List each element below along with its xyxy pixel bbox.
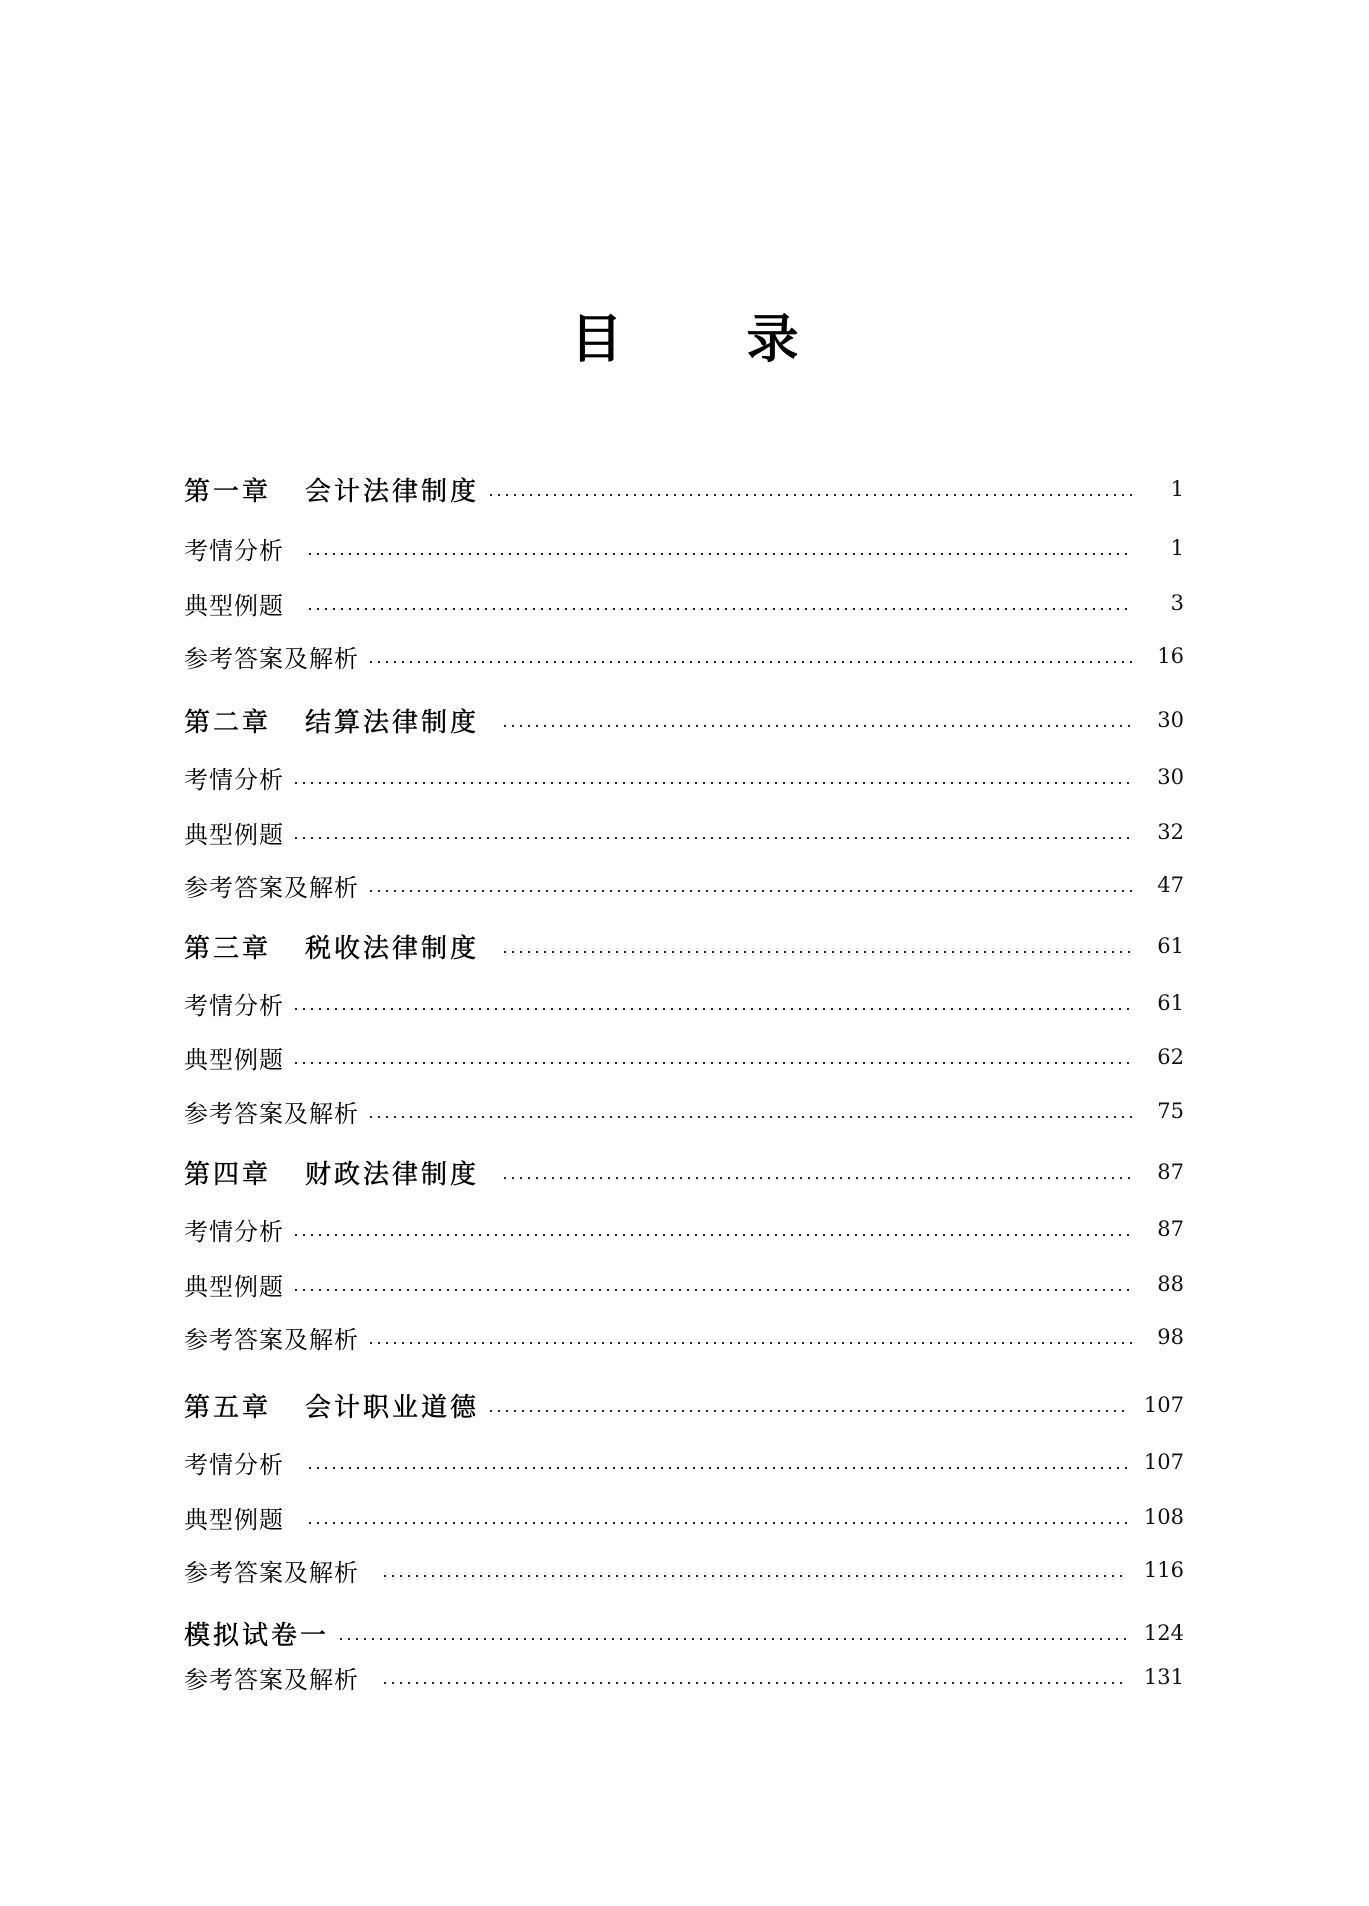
dot-leader xyxy=(292,1289,1132,1291)
title-char-2: 录 xyxy=(746,310,799,370)
toc-entry-label xyxy=(184,702,479,739)
toc-section-entry[interactable] xyxy=(184,1211,1184,1247)
toc-entry-label xyxy=(184,1320,359,1355)
title-char-1: 目 xyxy=(570,310,623,370)
dot-leader xyxy=(501,725,1132,727)
toc-section-entry[interactable] xyxy=(184,1444,1184,1480)
page-number: 61 xyxy=(1157,991,1184,1015)
toc-entry-label xyxy=(184,815,284,850)
page-number: 30 xyxy=(1157,765,1184,789)
entry-title: 参考答案及解析 xyxy=(184,1325,359,1354)
toc-section-entry[interactable] xyxy=(184,1552,1184,1588)
dot-leader xyxy=(292,1062,1132,1064)
page-number: 75 xyxy=(1157,1099,1184,1123)
page-number: 107 xyxy=(1143,1393,1184,1417)
chapter-number: 第一章 xyxy=(184,476,272,507)
entry-title: 典型例题 xyxy=(184,820,284,849)
page-number: 62 xyxy=(1157,1045,1184,1069)
page-number: 47 xyxy=(1157,873,1184,897)
entry-title: 考情分析 xyxy=(184,536,284,565)
toc-section-entry[interactable] xyxy=(184,1499,1184,1535)
dot-leader xyxy=(306,1467,1128,1469)
toc-entry-label xyxy=(184,1040,284,1075)
toc-section-entry[interactable] xyxy=(184,585,1184,621)
page-number: 1 xyxy=(1170,536,1184,560)
entry-title: 典型例题 xyxy=(184,1045,284,1074)
chapter-number: 第二章 xyxy=(184,707,272,738)
dot-leader xyxy=(292,837,1132,839)
entry-title: 参考答案及解析 xyxy=(184,644,359,673)
entry-title: 参考答案及解析 xyxy=(184,1665,359,1694)
toc-entry-label xyxy=(184,531,284,566)
toc-entry-label xyxy=(184,868,359,903)
dot-leader xyxy=(381,1682,1128,1684)
entry-title: 结算法律制度 xyxy=(305,707,480,738)
page-number: 98 xyxy=(1157,1325,1184,1349)
dot-leader xyxy=(487,1410,1128,1412)
toc-chapter-entry[interactable] xyxy=(184,1154,1184,1190)
toc-section-entry[interactable] xyxy=(184,867,1184,903)
dot-leader xyxy=(292,782,1132,784)
entry-title: 考情分析 xyxy=(184,1217,284,1246)
toc-section-entry[interactable] xyxy=(184,759,1184,795)
page-number: 30 xyxy=(1157,708,1184,732)
entry-title: 会计职业道德 xyxy=(305,1392,480,1423)
entry-title: 典型例题 xyxy=(184,1505,284,1534)
toc-section-entry[interactable] xyxy=(184,1093,1184,1129)
entry-title: 考情分析 xyxy=(184,765,284,794)
page-number: 88 xyxy=(1157,1272,1184,1296)
page-number: 108 xyxy=(1143,1505,1184,1529)
chapter-number: 第三章 xyxy=(184,933,272,964)
toc-entry-label xyxy=(184,1387,479,1424)
page-number: 131 xyxy=(1143,1665,1184,1689)
dot-leader xyxy=(337,1638,1128,1640)
toc-section-entry[interactable] xyxy=(184,814,1184,850)
page-number: 87 xyxy=(1157,1160,1184,1184)
entry-title: 典型例题 xyxy=(184,591,284,620)
dot-leader xyxy=(367,1342,1132,1344)
entry-title: 模拟试卷一 xyxy=(184,1620,330,1651)
toc-entry-label xyxy=(184,1615,329,1652)
dot-leader xyxy=(306,608,1132,610)
toc-entry-label xyxy=(184,1445,284,1480)
chapter-number: 第五章 xyxy=(184,1392,272,1423)
page-title xyxy=(0,308,1369,372)
entry-title: 参考答案及解析 xyxy=(184,873,359,902)
toc-chapter-entry[interactable] xyxy=(184,928,1184,964)
toc-section-entry[interactable] xyxy=(184,1319,1184,1355)
toc-entry-label xyxy=(184,586,284,621)
dot-leader xyxy=(367,1116,1132,1118)
entry-title: 财政法律制度 xyxy=(305,1159,480,1190)
toc-entry-label xyxy=(184,1212,284,1247)
toc-entry-label xyxy=(184,1154,479,1191)
entry-title: 参考答案及解析 xyxy=(184,1558,359,1587)
dot-leader xyxy=(292,1008,1132,1010)
toc-section-entry[interactable] xyxy=(184,1266,1184,1302)
toc-section-entry[interactable] xyxy=(184,1659,1184,1695)
toc-chapter-entry[interactable] xyxy=(184,471,1184,507)
dot-leader xyxy=(381,1575,1128,1577)
page-number: 3 xyxy=(1170,591,1184,615)
page-number: 124 xyxy=(1143,1621,1184,1645)
toc-entry-label xyxy=(184,760,284,795)
toc-entry-label xyxy=(184,928,479,965)
toc-section-entry[interactable] xyxy=(184,1039,1184,1075)
toc-entry-label xyxy=(184,1267,284,1302)
dot-leader xyxy=(306,553,1132,555)
dot-leader xyxy=(367,661,1132,663)
page-number: 87 xyxy=(1157,1217,1184,1241)
entry-title: 考情分析 xyxy=(184,1450,284,1479)
toc-entry-label xyxy=(184,1553,359,1588)
toc-entry-label xyxy=(184,1094,359,1129)
entry-title: 会计法律制度 xyxy=(305,476,480,507)
toc-entry-label xyxy=(184,471,479,508)
page-number: 16 xyxy=(1157,644,1184,668)
entry-title: 参考答案及解析 xyxy=(184,1099,359,1128)
toc-chapter-entry[interactable] xyxy=(184,702,1184,738)
page-number: 32 xyxy=(1157,820,1184,844)
toc-section-entry[interactable] xyxy=(184,985,1184,1021)
toc-section-entry[interactable] xyxy=(184,638,1184,674)
dot-leader xyxy=(501,1177,1132,1179)
dot-leader xyxy=(487,494,1132,496)
page-number: 61 xyxy=(1157,934,1184,958)
page-number: 107 xyxy=(1143,1450,1184,1474)
toc-chapter-entry[interactable] xyxy=(184,1387,1184,1423)
page-number: 116 xyxy=(1143,1558,1184,1582)
toc-entry-label xyxy=(184,1500,284,1535)
toc-entry-label xyxy=(184,986,284,1021)
entry-title: 税收法律制度 xyxy=(305,933,480,964)
dot-leader xyxy=(292,1234,1132,1236)
dot-leader xyxy=(306,1522,1128,1524)
toc-entry-label xyxy=(184,639,359,674)
page-number: 1 xyxy=(1170,477,1184,501)
toc-chapter-entry[interactable] xyxy=(184,1615,1184,1651)
entry-title: 典型例题 xyxy=(184,1272,284,1301)
dot-leader xyxy=(367,890,1132,892)
dot-leader xyxy=(501,951,1132,953)
entry-title: 考情分析 xyxy=(184,991,284,1020)
toc-entry-label xyxy=(184,1660,359,1695)
toc-section-entry[interactable] xyxy=(184,530,1184,566)
chapter-number: 第四章 xyxy=(184,1159,272,1190)
